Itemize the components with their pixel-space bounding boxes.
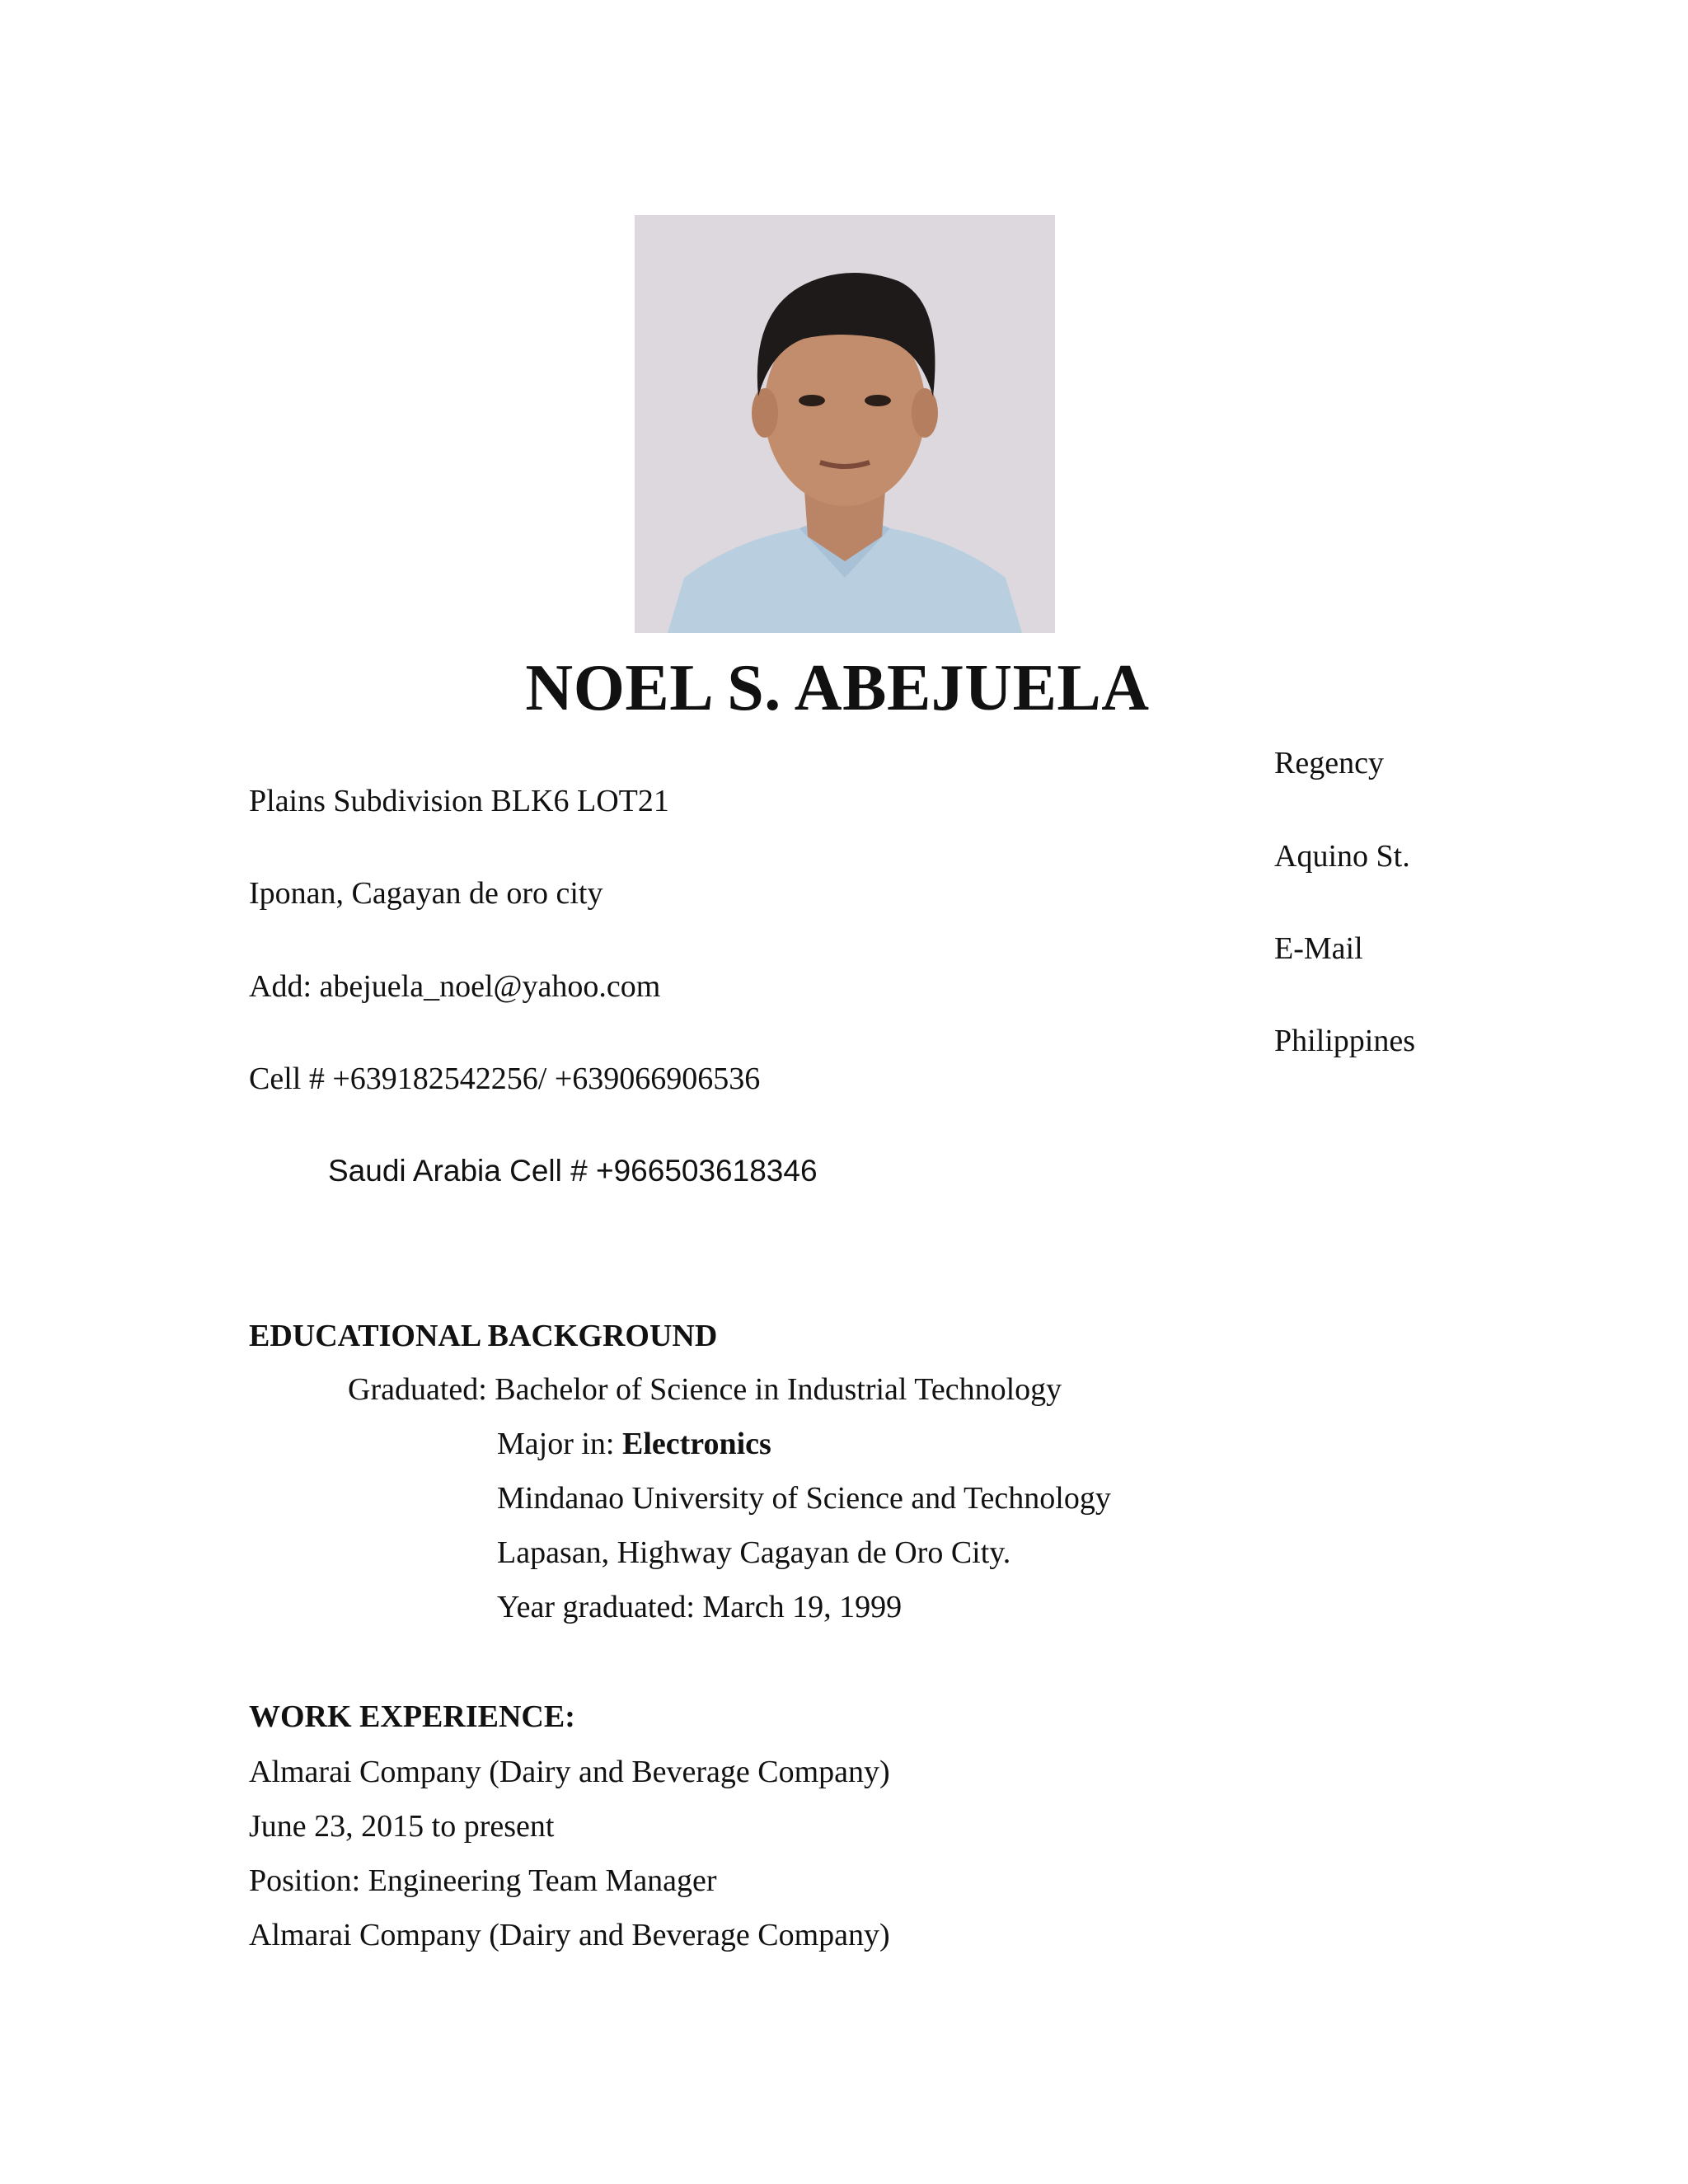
education-school-address: Lapasan, Highway Cagayan de Oro City. <box>497 1535 1011 1570</box>
education-degree: Graduated: Bachelor of Science in Industrial Technology <box>348 1372 1062 1407</box>
address-line-city: Iponan, Cagayan de oro city <box>249 876 603 911</box>
education-heading: EDUCATIONAL BACKGROUND <box>249 1319 718 1353</box>
candidate-name: NOEL S. ABEJUELA <box>525 652 1150 724</box>
address-line-subdivision: Plains Subdivision BLK6 LOT21 <box>249 784 669 818</box>
address-line-country: Philippines <box>1274 1024 1416 1058</box>
saudi-phone-number: Saudi Arabia Cell # +966503618346 <box>328 1154 818 1188</box>
address-line-street: Aquino St. <box>1274 839 1410 874</box>
work-company-2: Almarai Company (Dairy and Beverage Company) <box>249 1918 890 1952</box>
phone-numbers: Cell # +639182542256/ +639066906536 <box>249 1062 761 1096</box>
major-label: Major in: <box>497 1427 622 1461</box>
education-year: Year graduated: March 19, 1999 <box>497 1590 903 1624</box>
work-dates: June 23, 2015 to present <box>249 1809 555 1844</box>
education-major <box>497 1425 771 1463</box>
email-label: E-Mail <box>1274 931 1363 966</box>
work-heading: WORK EXPERIENCE: <box>249 1699 575 1734</box>
education-school: Mindanao University of Science and Technology <box>497 1481 1111 1516</box>
work-position: Position: Engineering Team Manager <box>249 1863 717 1898</box>
email-address: Add: abejuela_noel@yahoo.com <box>249 969 661 1004</box>
work-company: Almarai Company (Dairy and Beverage Company) <box>249 1755 890 1789</box>
profile-photo <box>635 215 1055 633</box>
major-value: Electronics <box>621 1427 771 1461</box>
address-line-regency: Regency <box>1274 746 1384 780</box>
